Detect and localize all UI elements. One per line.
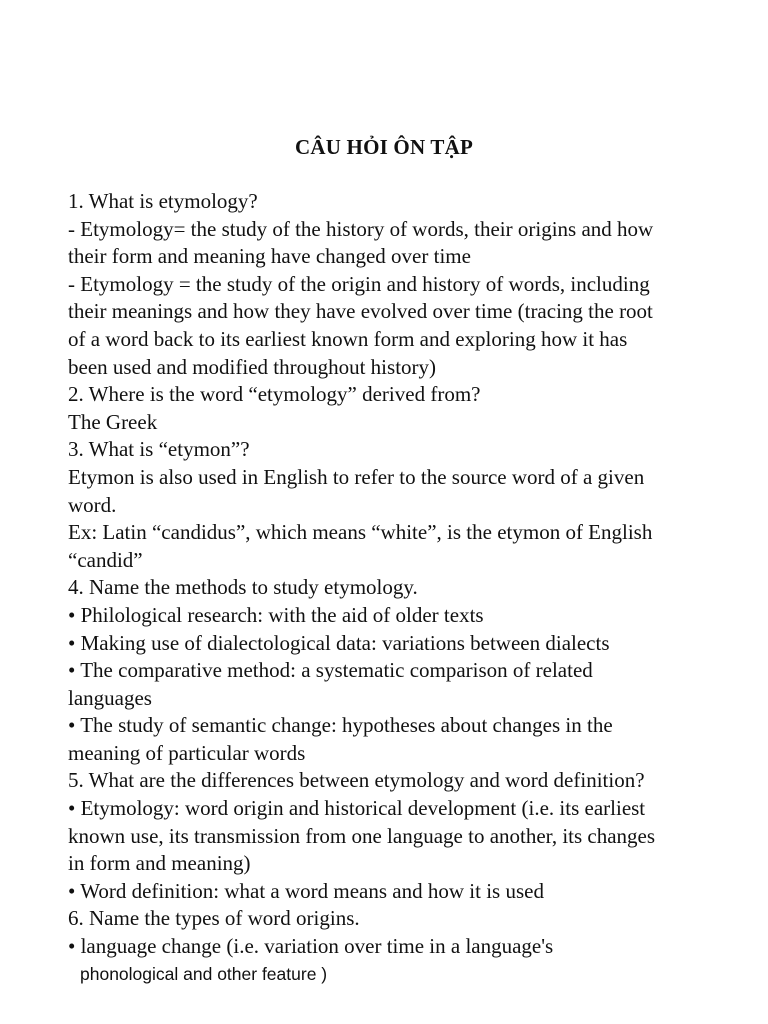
bullet-line: • Making use of dialectological data: variations between dialects — [68, 630, 610, 655]
question-heading: 5. What are the differences between etymology and word definition? — [68, 768, 645, 793]
answer-line: their meanings and how they have evolved over time (tracing the root — [68, 299, 653, 324]
bullet-line: • language change (i.e. variation over time in a language's — [68, 934, 554, 959]
answer-line: been used and modified throughout history) — [68, 354, 437, 379]
question-heading: 3. What is “etymon”? — [68, 437, 250, 462]
question-heading: 6. Name the types of word origins. — [68, 906, 360, 931]
bullet-line: • Etymology: word origin and historical development (i.e. its earliest — [68, 796, 646, 821]
bullet-line: known use, its transmission from one language to another, its changes — [68, 823, 656, 848]
answer-line: - Etymology= the study of the history of words, their origins and how — [68, 216, 654, 241]
answer-line: Etymon is also used in English to refer to the source word of a given — [68, 464, 645, 489]
question-heading: 2. Where is the word “etymology” derived from? — [68, 382, 481, 407]
question-heading: 1. What is etymology? — [68, 189, 258, 213]
answer-line: of a word back to its earliest known form and exploring how it has — [68, 326, 628, 351]
document-body — [68, 188, 708, 988]
bullet-line: • Philological research: with the aid of older texts — [68, 602, 484, 627]
bullet-line: meaning of particular words — [68, 740, 306, 765]
bullet-line: • The study of semantic change: hypotheses about changes in the — [68, 713, 613, 738]
bullet-line: languages — [68, 685, 152, 710]
answer-line: The Greek — [68, 409, 158, 434]
answer-line: word. — [68, 492, 117, 517]
answer-line: - Etymology = the study of the origin and history of words, including — [68, 271, 650, 296]
answer-line: “candid” — [68, 547, 143, 572]
document-title: CÂU HỎI ÔN TẬP — [294, 135, 473, 159]
answer-line: Ex: Latin “candidus”, which means “white”, is the etymon of English — [68, 520, 653, 545]
bullet-line: in form and meaning) — [68, 851, 251, 876]
question-heading: 4. Name the methods to study etymology. — [68, 575, 418, 600]
bullet-line: • The comparative method: a systematic comparison of related — [68, 658, 593, 683]
bullet-line: • Word definition: what a word means and how it is used — [68, 878, 544, 903]
bullet-line: phonological and other feature ) — [80, 963, 328, 984]
answer-line: their form and meaning have changed over time — [68, 244, 471, 269]
